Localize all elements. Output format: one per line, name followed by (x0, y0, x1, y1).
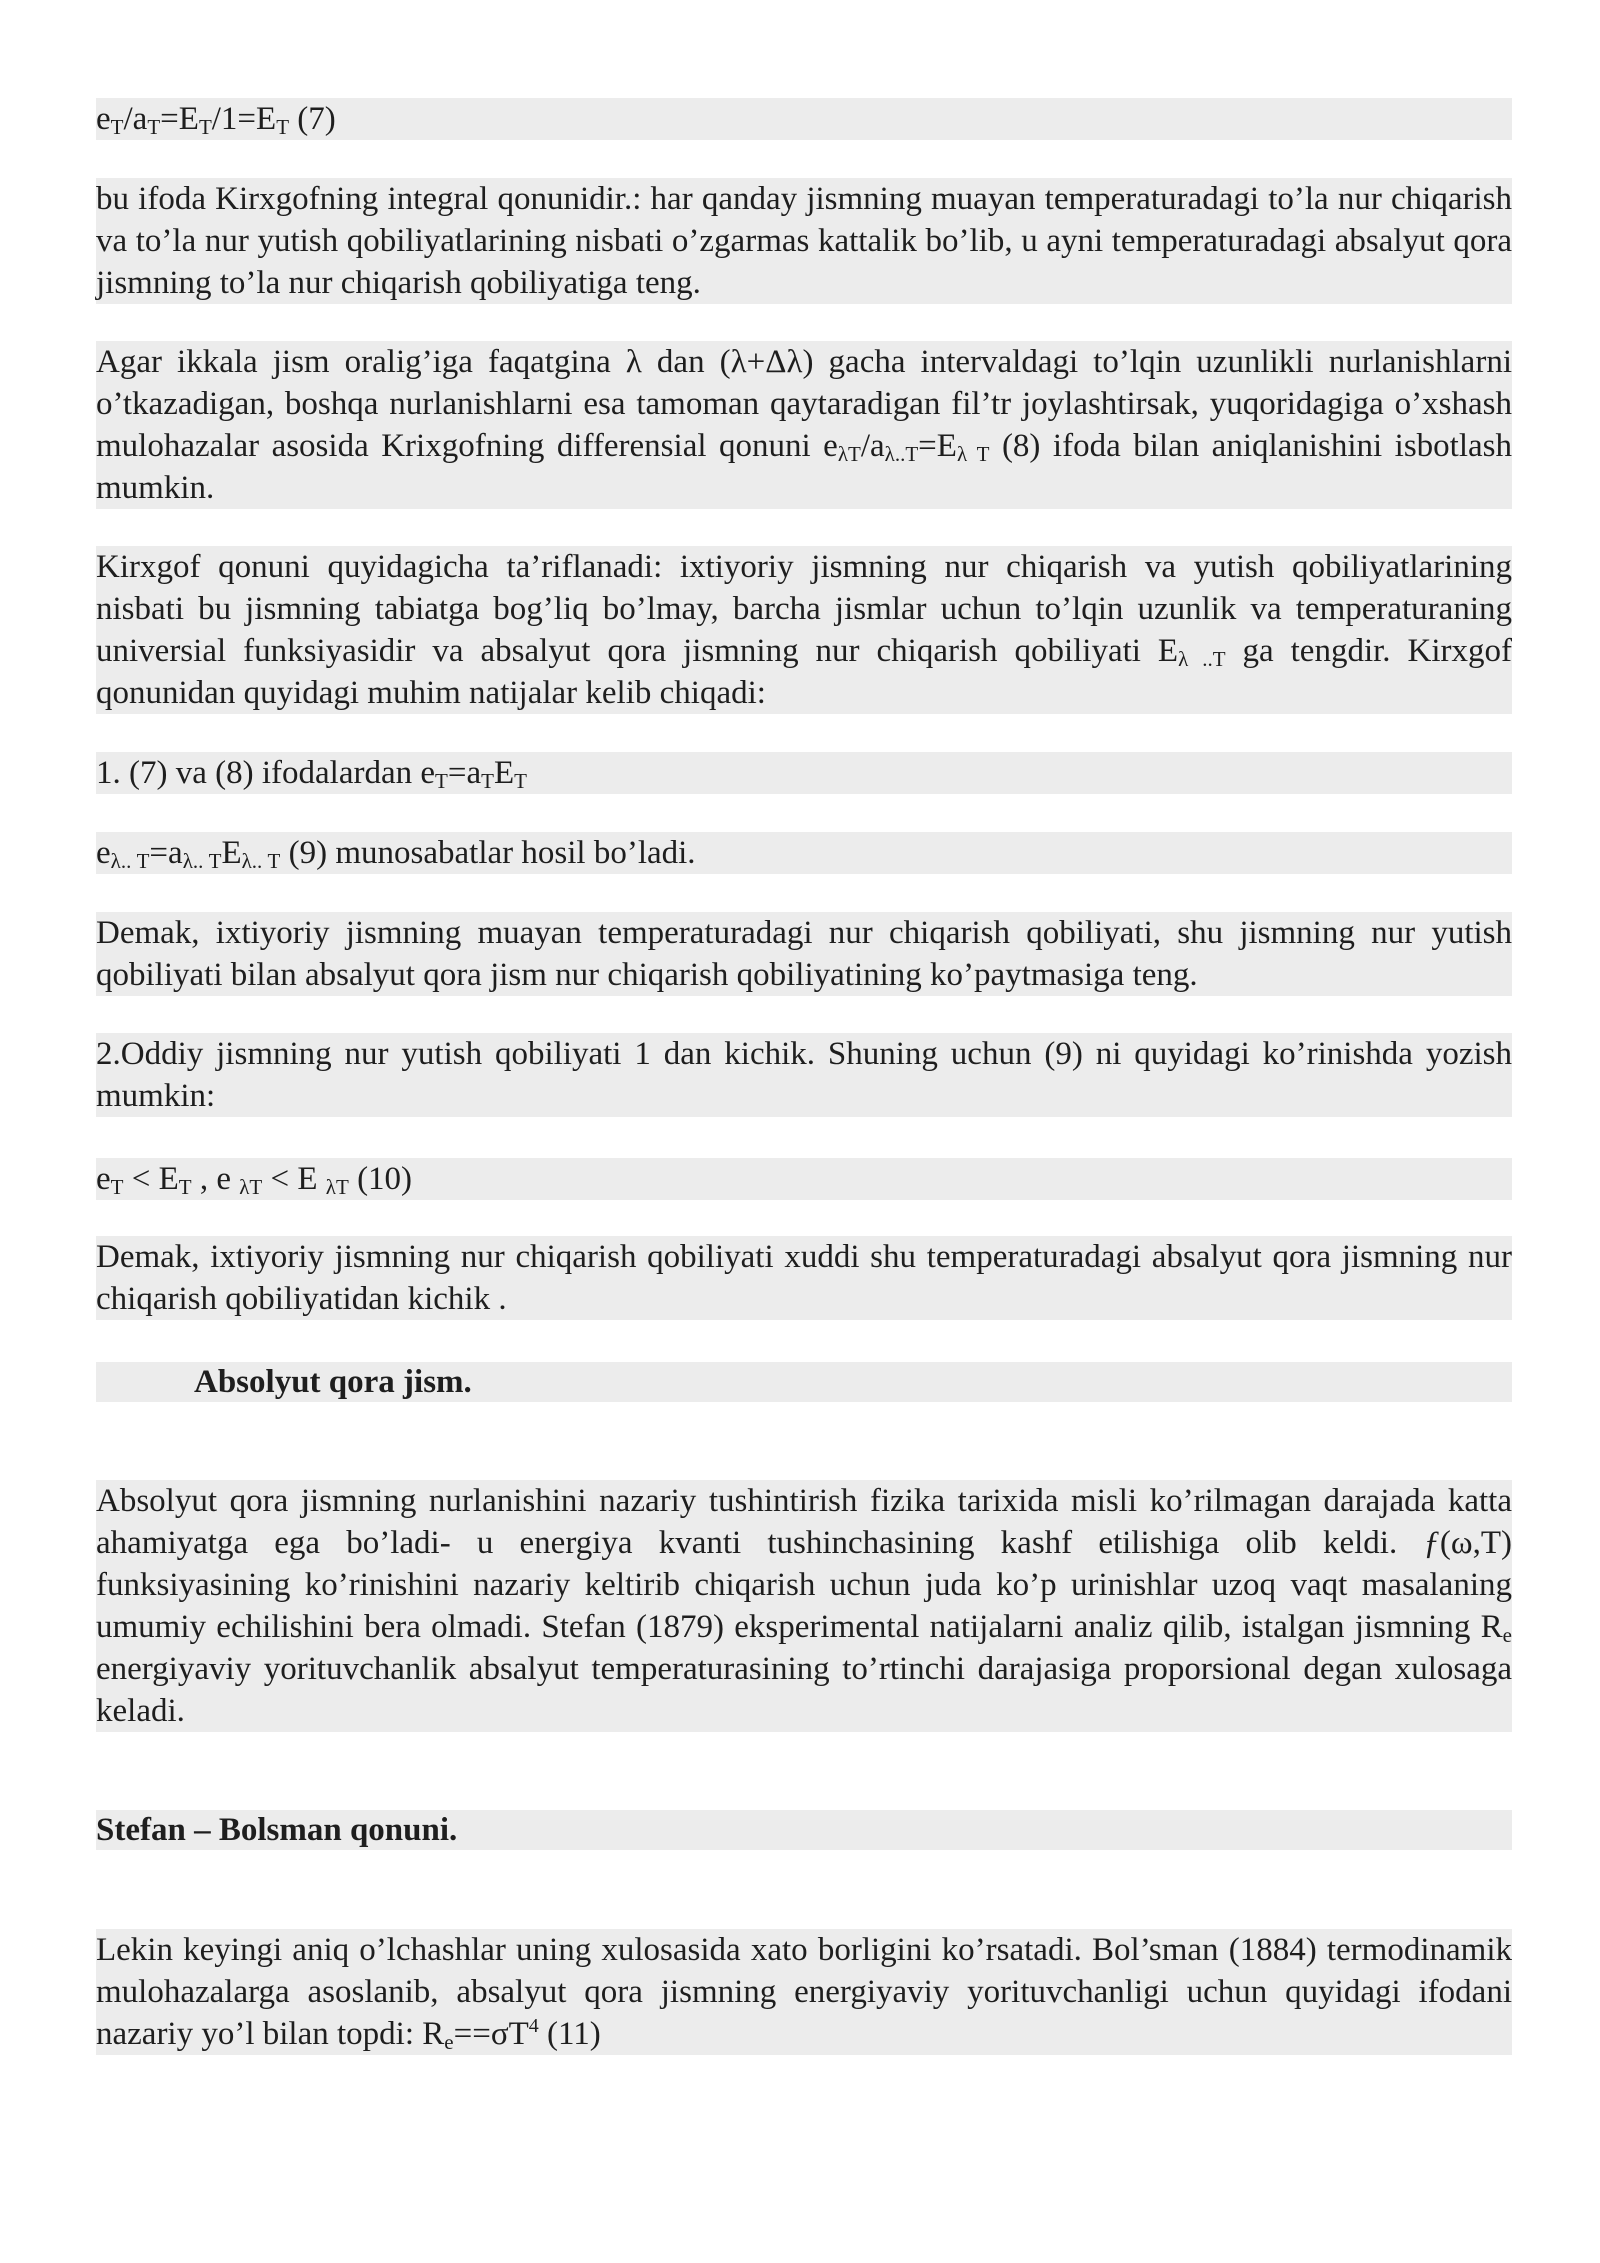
eq-text: < E (123, 1161, 179, 1197)
paragraph-text: (8) ifoda bilan aniqlanishini isbotlash mumkin. (96, 428, 1512, 506)
eq-text: < E (262, 1161, 326, 1197)
eq-text: / (123, 101, 133, 137)
eq-subscript: λ.. T (110, 849, 150, 873)
paragraph-text: 1. (7) va (8) ifodalardan e (96, 755, 436, 791)
eq-text: = (160, 101, 179, 137)
eq-subscript: λ.. T (182, 849, 222, 873)
paragraph-text: ga tengdir. Kirxgof qonunidan quyidagi muhim natijalar kelib chiqadi: (96, 633, 1512, 711)
eq-subscript: λ..T (884, 442, 919, 466)
eq-number: (11) (538, 2016, 601, 2052)
heading-text: Absolyut qora jism. (194, 1364, 472, 1400)
eq-subscript: T (276, 115, 290, 139)
paragraph-kirchhoff-law (96, 546, 1512, 714)
eq-text: e (96, 101, 111, 137)
paragraph-text: bu ifoda Kirxgofning integral qonunidir.: har qanday jismning muayan temperaturadagi to’la nur chiqarish va to’la nur yutish qobiliyatlarining nisbati o’zgarmas kattalik bo’lib, u ayni temperaturadagi absalyut qora jismning to’la nur chiqarish qobiliyatiga teng. (96, 181, 1512, 301)
eq-subscript: λ ..T (1178, 647, 1226, 671)
eq-text: E (256, 101, 277, 137)
paragraph-conclusion-1 (96, 912, 1512, 996)
eq-text: e (96, 835, 111, 871)
eq-text: , e (191, 1161, 240, 1197)
eq-subscript: T (147, 115, 161, 139)
eq-subscript: T (110, 115, 124, 139)
paragraph-text: 2.Oddiy jismning nur yutish qobiliyati 1 dan kichik. Shuning uchun (9) ni quyidagi ko’rinishda yozish mumkin: (96, 1036, 1512, 1114)
eq-subscript: T (514, 769, 527, 793)
equation-9 (96, 832, 1512, 874)
paragraph-stefan (96, 1480, 1512, 1732)
eq-subscript: e (1502, 1623, 1512, 1647)
paragraph-text: (ω,T) funksiyasining ko’rinishini nazariy keltirib chiqarish uchun juda ko’p urinishlar uzoq vaqt masalaning umumiy echilishini bera olmadi. Stefan (1879) eksperimental natijalarni analiz qilib, istalgan jismning R (96, 1525, 1512, 1645)
eq-text: /1= (211, 101, 257, 137)
paragraph-text: Lekin keyingi aniq o’lchashlar uning xulosasida xato borligini ko’rsatadi. Bol’sman (1884) termodinamik mulohazalarga asoslanib, absalyut qora jismning energiyaviy yorituvchanligi uchun quyidagi ifodani nazariy yo’l bilan topdi: R (96, 1932, 1512, 2052)
eq-subscript: λT (325, 1175, 349, 1199)
eq-text: E (493, 755, 515, 791)
list-item-1 (96, 752, 1512, 794)
paragraph-kirchhoff-integral (96, 178, 1512, 304)
eq-subscript: T (435, 769, 448, 793)
equation-10 (96, 1158, 1512, 1200)
paragraph-conclusion-2 (96, 1236, 1512, 1320)
eq-text: e (96, 1161, 111, 1197)
paragraph-text: energiyaviy yorituvchanlik absalyut temperaturasining to’rtinchi darajasiga proporsional degan xulosaga keladi. (96, 1651, 1512, 1729)
paragraph-kirchhoff-differential (96, 341, 1512, 509)
eq-text: ==σT (453, 2016, 529, 2052)
eq-subscript: T (110, 1175, 124, 1199)
eq-number: (10) (348, 1161, 413, 1197)
eq-text: =E (918, 428, 957, 464)
section-heading-absolyut-qora-jism (96, 1362, 1512, 1402)
eq-number: (7) (289, 101, 336, 137)
eq-text: a (132, 101, 148, 137)
paragraph-text: Kirxgof qonuni quyidagicha ta’riflanadi: ixtiyoriy jismning nur chiqarish va yutish qobiliyatlarining nisbati bu jismning tabiatga bog’liq bo’lmay, barcha jismlar uchun to’lqin uzunlik va temperaturaning universial funksiyasidir va absalyut qora jismning nur chiqarish qobiliyati E (96, 549, 1512, 669)
eq-subscript: T (198, 115, 212, 139)
function-symbol: ƒ (1423, 1525, 1440, 1561)
eq-text: /a (860, 428, 885, 464)
eq-subscript: λ T (956, 442, 990, 466)
eq-subscript: e (444, 2030, 454, 2054)
paragraph-text: Agar ikkala jism oralig’iga faqatgina λ dan (λ+Δλ) gacha intervaldagi to’lqin uzunlikli nurlanishlarni o’tkazadigan, boshqa nurlanishlarni esa tamoman qaytaradigan fil’tr joylashtirsak, yuqoridagiga o’xshash mulohazalar asosida Krixgofning differensial qonuni e (96, 344, 1512, 464)
paragraph-bolsman (96, 1929, 1512, 2055)
heading-text: Stefan – Bolsman qonuni. (96, 1812, 458, 1848)
paragraph-text: (9) munosabatlar hosil bo’ladi. (280, 835, 696, 871)
eq-subscript: T (178, 1175, 192, 1199)
eq-text: E (221, 835, 242, 871)
eq-subscript: λT (837, 442, 861, 466)
equation-7 (96, 98, 1512, 140)
paragraph-text: Absolyut qora jismning nurlanishini nazariy tushintirish fizika tarixida misli ko’rilmagan darajada katta ahamiyatga ega bo’ladi- u energiya kvanti tushinchasining kashf etilishiga olib keldi. (96, 1483, 1512, 1561)
eq-superscript: 4 (528, 2015, 539, 2037)
eq-subscript: λ.. T (241, 849, 281, 873)
paragraph-item-2 (96, 1033, 1512, 1117)
eq-text: E (178, 101, 199, 137)
eq-subscript: λT (239, 1175, 263, 1199)
eq-subscript: T (481, 769, 494, 793)
paragraph-text: Demak, ixtiyoriy jismning nur chiqarish qobiliyati xuddi shu temperaturadagi absalyut qora jismning nur chiqarish qobiliyatidan kichik . (96, 1239, 1512, 1317)
section-heading-stefan-bolsman (96, 1810, 1512, 1850)
eq-text: =a (149, 835, 183, 871)
paragraph-text: Demak, ixtiyoriy jismning muayan temperaturadagi nur chiqarish qobiliyati, shu jismning nur yutish qobiliyati bilan absalyut qora jism nur chiqarish qobiliyatining ko’paytmasiga teng. (96, 915, 1512, 993)
eq-text: =a (447, 755, 482, 791)
